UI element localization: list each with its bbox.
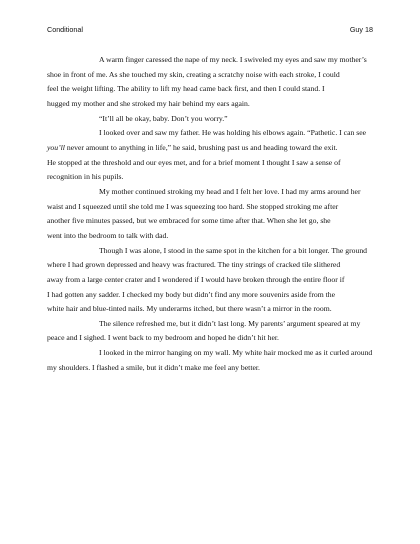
text-line: My mother continued stroking my head and I felt her love. I had my arms around her (99, 186, 361, 196)
text-line: The silence refreshed me, but it didn’t last long. My parents’ argument speared at my (99, 318, 361, 328)
text-line: feel the weight lifting. The ability to lift my head came back first, and then I could stand. I (47, 84, 325, 94)
text-line: hugged my mother and she stroked my hair behind my ears again. (47, 98, 250, 108)
text-line (47, 141, 373, 156)
paragraph (47, 346, 373, 375)
text-line: I had gotten any sadder. I checked my body but didn’t find any more souvenirs aside from the (47, 289, 336, 299)
text-line: I looked over and saw my father. He was holding his elbows again. “Pathetic. I can see (99, 128, 367, 138)
paragraph (47, 126, 373, 185)
running-title: Conditional (47, 25, 83, 34)
text-line: shoe in front of me. As she touched my skin, creating a scratchy noise with each stroke, I could (47, 69, 340, 79)
text-line: He stopped at the threshold and our eyes met, and for a brief moment I thought I saw a sense of (47, 157, 341, 167)
text-line: my shoulders. I flashed a smile, but it didn’t make me feel any better. (47, 362, 260, 372)
paragraph (47, 185, 373, 244)
page-number: Guy 18 (349, 25, 373, 34)
text-line: went into the bedroom to talk with dad. (47, 230, 169, 240)
paragraph (47, 53, 373, 112)
page-header (47, 25, 373, 35)
paragraph (47, 317, 373, 346)
text-line: another five minutes passed, but we embraced for some time after that. When she let go, she (47, 216, 331, 226)
text-line: away from a large center crater and I wondered if I would have broken through the entire floor if (47, 274, 345, 284)
paragraph (47, 244, 373, 317)
text-line: peace and I sighed. I went back to my bedroom and hoped he didn’t hit her. (47, 333, 279, 343)
paragraph (47, 112, 373, 127)
text-line: “It’ll all be okay, baby. Don’t you worry.” (99, 113, 228, 123)
text-line: Though I was alone, I stood in the same spot in the kitchen for a bit longer. The ground (99, 245, 368, 255)
text-line: A warm finger caressed the nape of my neck. I swiveled my eyes and saw my mother’s (99, 55, 367, 64)
body-text (47, 53, 373, 375)
text-line: waist and I squeezed until she told me I was squeezing too hard. She stopped stroking me after (47, 201, 339, 211)
text-line: recognition in his pupils. (47, 172, 124, 182)
text-line-rest: never amount to anything in life,” he said, brushing past us and heading toward the exit. (66, 142, 338, 152)
text-line: white hair and blue-tinted nails. My underarms itched, but there wasn’t a mirror in the room. (47, 304, 332, 314)
text-line: I looked in the mirror hanging on my wall. My white hair mocked me as it curled around (99, 348, 373, 358)
italic-phrase: you’ll (47, 142, 65, 152)
text-line: where I had grown depressed and heavy was fractured. The tiny strings of cracked tile slithered (47, 260, 341, 270)
